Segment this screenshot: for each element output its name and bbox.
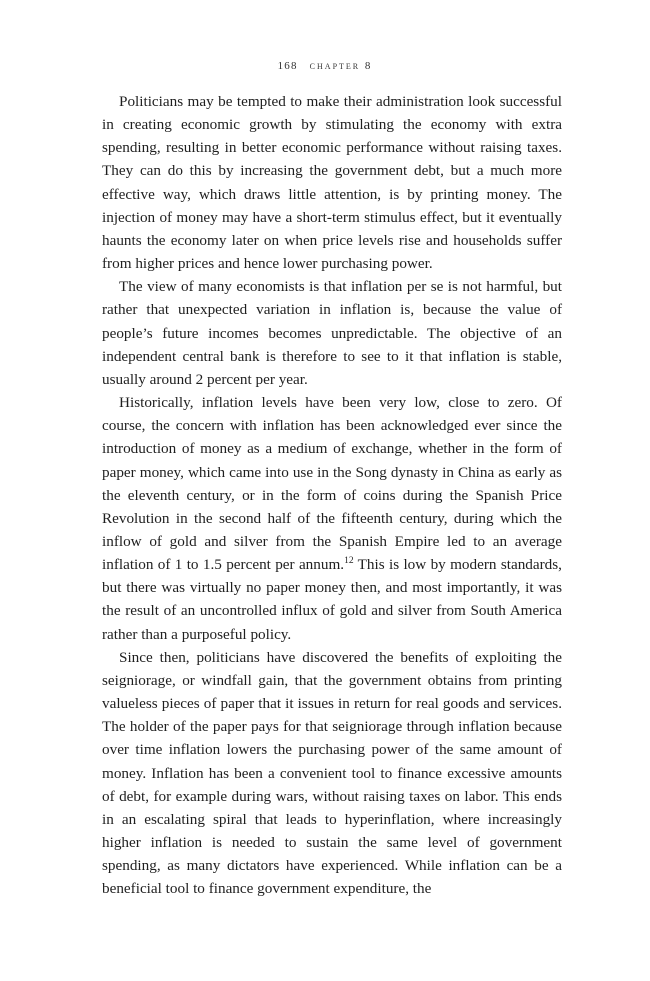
chapter-label: chapter 8 — [309, 60, 373, 72]
running-head — [0, 60, 650, 72]
paragraph-1: Politicians may be tempted to make their administration look successful in creating economic growth by stimulating the economy with extra spending, resulting in better economic performance without raising taxes. They can do this by increasing the government debt, but a much more effective way, which draws little attention, is by printing money. The injection of money may have a short-term stimulus effect, but it eventually haunts the economy later on when price levels rise and households suffer from higher prices and hence lower purchasing power. — [102, 93, 562, 273]
page-number: 168 — [277, 60, 298, 72]
paragraph-2: The view of many economists is that inflation per se is not harmful, but rather that unexpected variation in inflation is, because the value of people’s future incomes becomes unpredictable. The objective of an independent central bank is therefore to see to it that inflation is stable, usually around 2 percent per year. — [102, 278, 562, 388]
paragraph-3 — [102, 391, 562, 646]
paragraph-4: Since then, politicians have discovered the benefits of exploiting the seigniorage, or windfall gain, that the government obtains from printing valueless pieces of paper that it issues in return for real goods and services. The holder of the paper pays for that seigniorage through inflation because over time inflation lowers the purchasing power of the same amount of money. Inflation has been a convenient tool to finance excessive amounts of debt, for example during wars, without raising taxes on labor. This ends in an escalating spiral that leads to hyperinflation, where increasingly higher inflation is needed to sustain the same level of government spending, as many dictators have experienced. While inflation can be a beneficial tool to finance government expenditure, the — [102, 648, 562, 898]
paragraph-3-text-before: Historically, inflation levels have been very low, close to zero. Of course, the concern with inflation has been acknowledged ever since the introduction of money as a medium of exchange, whether in the form of paper money, which came into use in the Song dynasty in China as early as the eleventh century, or in the form of coins during the Spanish Price Revolution in the second half of the fifteenth century, during which the inflow of gold and silver from the Spanish Empire led to an average inflation of 1 to 1.5 percent per annum. — [102, 394, 562, 574]
paragraph-3-text-after: This is low by modern standards, but there was virtually no paper money then, and most importantly, it was the result of an uncontrolled influx of gold and silver from South America rather than a purposeful policy. — [102, 556, 562, 643]
footnote-marker[interactable]: 12 — [344, 556, 354, 567]
body-text — [102, 90, 562, 900]
